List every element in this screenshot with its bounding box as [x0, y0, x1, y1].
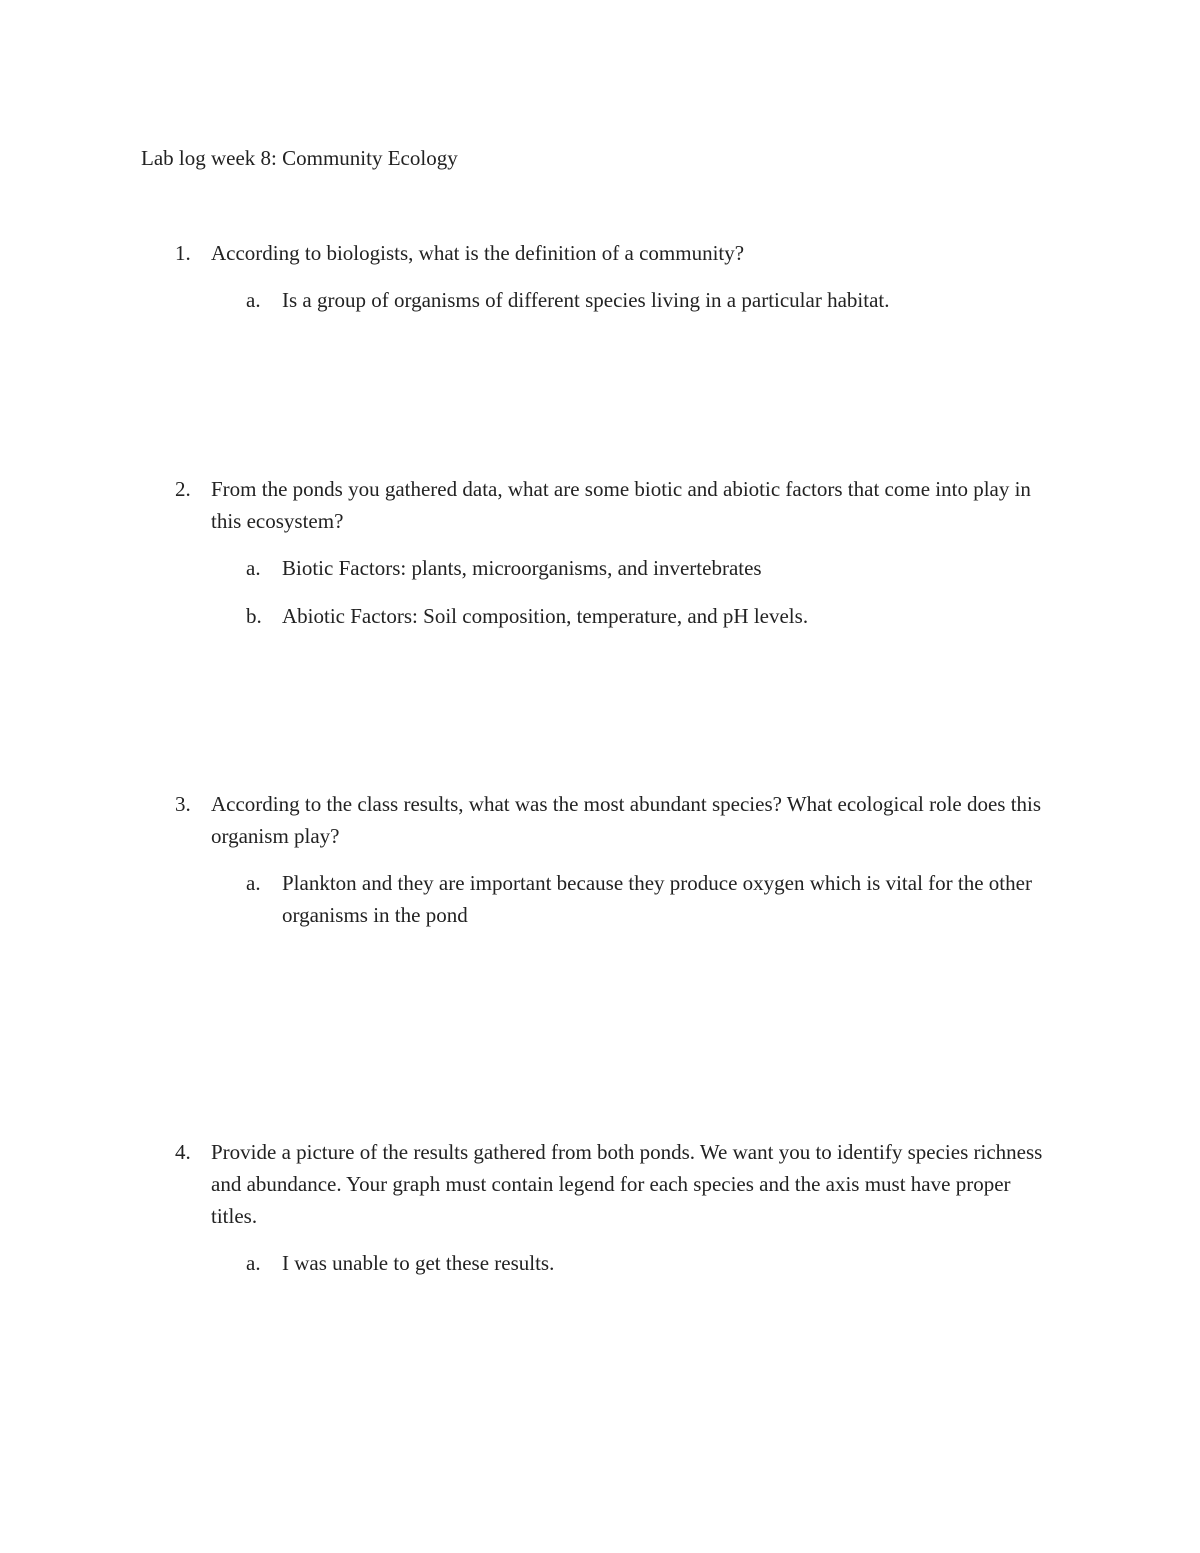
question-text: Provide a picture of the results gathered from both ponds. We want you to identify species richness and abundance. Your graph must contain legend for each species and the axis must have proper titles. — [211, 1140, 1043, 1228]
question-1-prompt — [141, 237, 1061, 269]
answer-item — [141, 552, 1061, 584]
question-4 — [141, 1136, 1061, 1295]
answer-list — [141, 552, 1061, 632]
answer-item — [141, 867, 1061, 931]
question-1 — [141, 237, 1061, 332]
answer-letter: b. — [246, 604, 262, 628]
question-2 — [141, 473, 1061, 648]
answer-list — [141, 867, 1061, 931]
question-text: From the ponds you gathered data, what are some biotic and abiotic factors that come into play in this ecosystem? — [211, 477, 1031, 533]
answer-item — [141, 284, 1061, 316]
question-4-prompt — [141, 1136, 1061, 1232]
question-number: 2. — [175, 477, 191, 501]
answer-letter: a. — [246, 1251, 261, 1275]
question-3 — [141, 788, 1061, 947]
answer-text: I was unable to get these results. — [282, 1251, 555, 1275]
question-text: According to biologists, what is the definition of a community? — [211, 241, 745, 265]
answer-text: Biotic Factors: plants, microorganisms, and invertebrates — [282, 556, 762, 580]
document-title: Lab log week 8: Community Ecology — [141, 146, 458, 170]
answer-text: Plankton and they are important because they produce oxygen which is vital for the other organisms in the pond — [282, 871, 1032, 927]
answer-item — [141, 1247, 1061, 1279]
answer-letter: a. — [246, 556, 261, 580]
question-3-prompt — [141, 788, 1061, 852]
question-2-prompt — [141, 473, 1061, 537]
answer-text: Abiotic Factors: Soil composition, temperature, and pH levels. — [282, 604, 809, 628]
answer-list — [141, 284, 1061, 316]
question-number: 4. — [175, 1140, 191, 1164]
question-number: 3. — [175, 792, 191, 816]
question-text: According to the class results, what was the most abundant species? What ecological role does this organism play? — [211, 792, 1042, 848]
answer-letter: a. — [246, 288, 261, 312]
answer-text: Is a group of organisms of different species living in a particular habitat. — [282, 288, 890, 312]
answer-list — [141, 1247, 1061, 1279]
answer-letter: a. — [246, 871, 261, 895]
question-number: 1. — [175, 241, 191, 265]
answer-item — [141, 600, 1061, 632]
